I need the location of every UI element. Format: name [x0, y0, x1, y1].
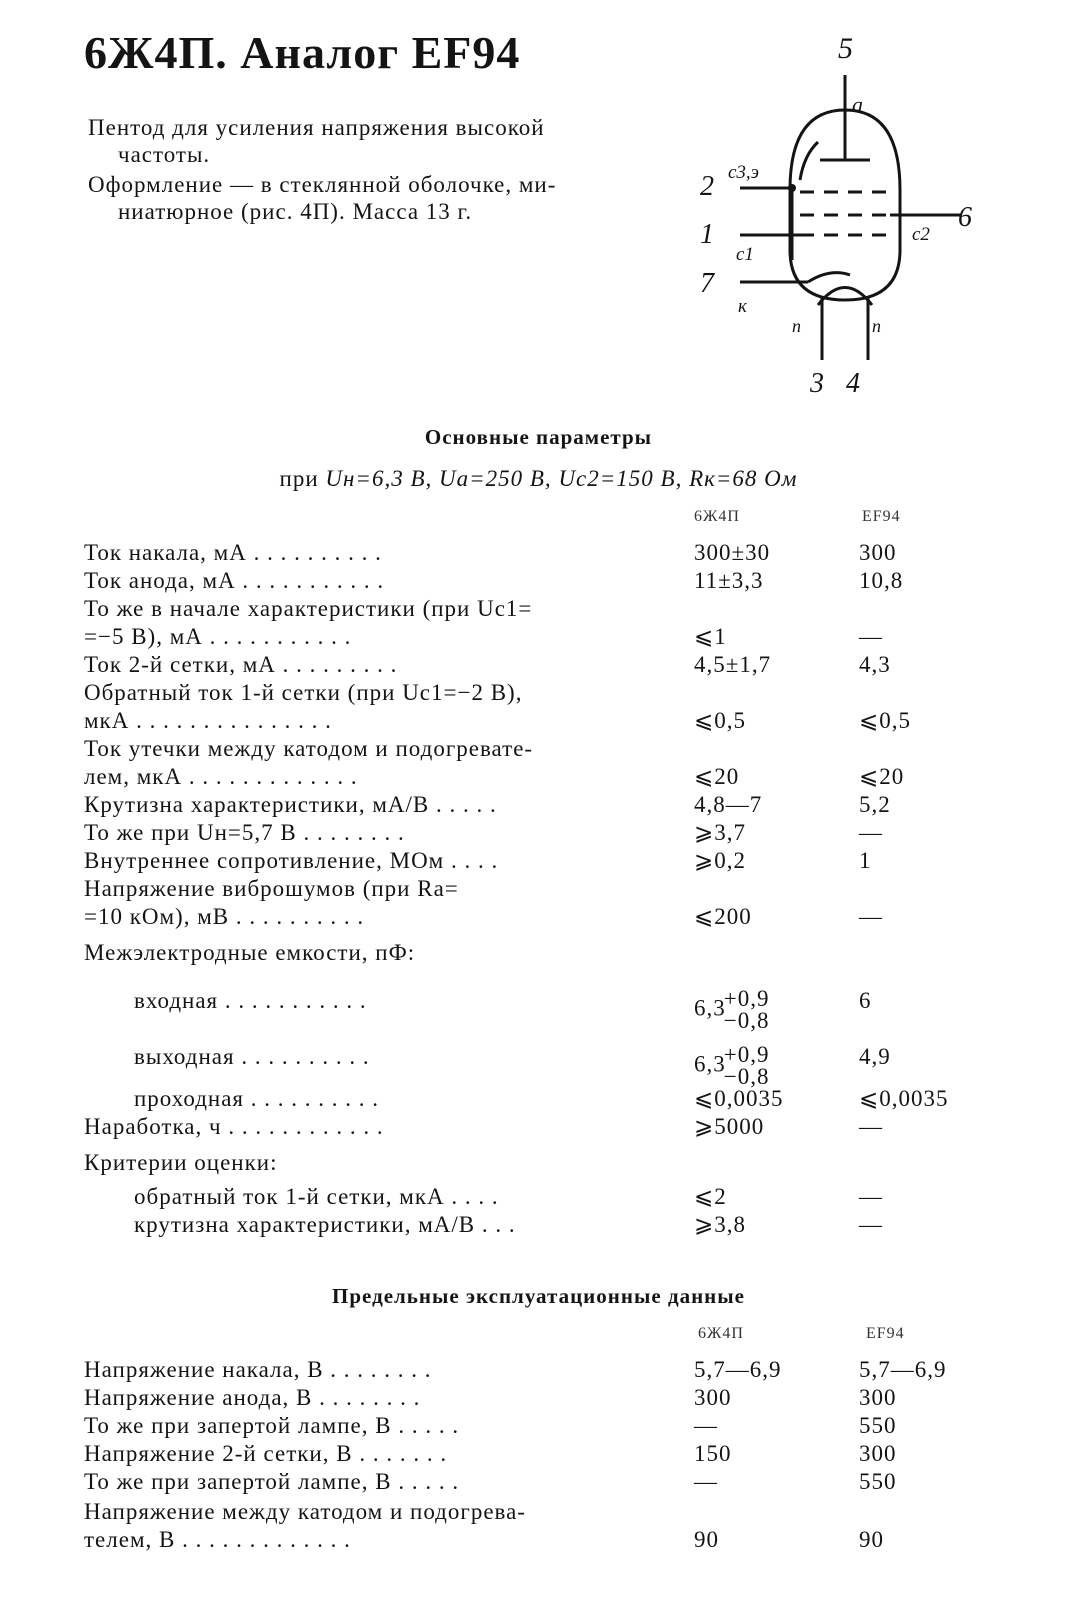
row-label: Ток накала, мА . . . . . . . . . .: [84, 540, 382, 565]
param-row: [84, 596, 1004, 624]
row-label: То же в начале характеристики (при Uс1=: [84, 596, 533, 621]
value-ef94: —: [859, 624, 883, 649]
value-ef94: ⩽20: [859, 764, 905, 789]
value-ef94: 90: [859, 1527, 884, 1552]
row-label: лем, мкА . . . . . . . . . . . . .: [84, 764, 358, 789]
limit-row: [84, 1469, 1004, 1497]
cathode: [808, 273, 850, 282]
value-6zh4p: ⩽0,5: [694, 708, 747, 733]
pin-3-label: 3: [810, 368, 824, 399]
row-label: проходная . . . . . . . . . .: [134, 1086, 379, 1111]
value-ef94: 5,2: [859, 792, 891, 817]
value-6zh4p: ⩾3,8: [694, 1212, 747, 1237]
heater-left-label: п: [792, 316, 801, 336]
capacitance-row: [84, 986, 1004, 1033]
criteria-row: [84, 1212, 1004, 1240]
value-6zh4p: 6,3 +0,9 −0,8: [694, 986, 770, 1033]
capacitance-row: [84, 1042, 1004, 1089]
pin-1-label: 1: [700, 219, 714, 250]
param-row: [84, 820, 1004, 848]
junction-dot: [788, 184, 796, 192]
value-ef94: 4,3: [859, 652, 891, 677]
value-ef94: 1: [859, 848, 872, 873]
value-6zh4p: 11±3,3: [694, 568, 764, 593]
row-label: Внутреннее сопротивление, МОм . . . .: [84, 848, 499, 873]
row-label: Крутизна характеристики, мА/В . . . . .: [84, 792, 497, 817]
value-6zh4p: ⩽200: [694, 904, 752, 929]
row-label: Напряжение накала, В . . . . . . . .: [84, 1357, 432, 1382]
param-row: [84, 1150, 1004, 1178]
row-label: Критерии оценки:: [84, 1150, 278, 1175]
main-params-conditions: при Uн=6,3 В, Uа=250 В, Uс2=150 В, Rк=68 Ом: [279, 466, 798, 491]
value-6zh4p: ⩽2: [694, 1184, 727, 1209]
param-row: [84, 736, 1004, 764]
value-ef94: 300: [859, 1385, 897, 1410]
value-6zh4p: 4,8—7: [694, 792, 763, 817]
row-label: То же при запертой лампе, В . . . . .: [84, 1413, 460, 1438]
heater-right-label: п: [872, 316, 881, 336]
row-label: выходная . . . . . . . . . .: [134, 1044, 370, 1069]
row-label: То же при запертой лампе, В . . . . .: [84, 1469, 460, 1494]
capacitance-row: [84, 1086, 1004, 1114]
row-label: =−5 В), мА . . . . . . . . . . .: [84, 624, 352, 649]
value-ef94: 10,8: [859, 568, 904, 593]
pentode-symbol-diagram: [700, 30, 1030, 410]
description-purpose: Пентод для усиления напряжения высокой частоты.: [88, 115, 545, 167]
value-6zh4p: —: [694, 1469, 718, 1494]
page-title: 6Ж4П. Аналог EF94: [84, 27, 521, 78]
row-label: Ток утечки между катодом и подогревате-: [84, 736, 534, 761]
main-col-ef94: EF94: [862, 508, 901, 525]
limit-row: [84, 1441, 1004, 1469]
row-label: Наработка, ч . . . . . . . . . . . .: [84, 1114, 384, 1139]
grid-1-label: с1: [736, 244, 754, 265]
row-label: Межэлектродные емкости, пФ:: [84, 940, 416, 965]
value-6zh4p: —: [694, 1413, 718, 1438]
row-label: крутизна характеристики, мА/В . . .: [134, 1212, 516, 1237]
value-6zh4p: 6,3 +0,9 −0,8: [694, 1042, 770, 1089]
pin-4-label: 4: [846, 368, 860, 399]
limits-title: Предельные эксплуатационные данные: [332, 1284, 745, 1308]
param-row: [84, 904, 1004, 932]
cond-rk: Rк=68 Ом: [689, 466, 798, 491]
value-ef94: 550: [859, 1469, 897, 1494]
pin-6-label: 6: [958, 202, 972, 233]
value-ef94: 300: [859, 540, 897, 565]
row-label: Обратный ток 1-й сетки (при Uс1=−2 В),: [84, 680, 523, 705]
row-label: Напряжение между катодом и подогрева-: [84, 1499, 526, 1524]
value-ef94: —: [859, 904, 883, 929]
limit-row: [84, 1357, 1004, 1385]
row-label: мкА . . . . . . . . . . . . . . .: [84, 708, 332, 733]
value-ef94: ⩽0,0035: [859, 1086, 949, 1111]
grid-3-label: с3,э: [728, 162, 760, 183]
pin-7-label: 7: [700, 268, 714, 299]
value-6zh4p: ⩾3,7: [694, 820, 747, 845]
limit-row: [84, 1385, 1004, 1413]
value-ef94: 5,7—6,9: [859, 1357, 947, 1382]
limits-col-6zh4p: 6Ж4П: [698, 1325, 744, 1342]
description: [88, 114, 678, 228]
value-6zh4p: 90: [694, 1527, 719, 1552]
param-row: [84, 764, 1004, 792]
grid-2-label: с2: [912, 224, 930, 245]
anode-label: а: [852, 92, 863, 117]
value-ef94: 550: [859, 1413, 897, 1438]
row-label: обратный ток 1-й сетки, мкА . . . .: [134, 1184, 499, 1209]
param-row: [84, 792, 1004, 820]
row-label: Напряжение виброшумов (при Rа=: [84, 876, 459, 901]
value-6zh4p: 5,7—6,9: [694, 1357, 782, 1382]
row-label: Ток 2-й сетки, мА . . . . . . . . .: [84, 652, 398, 677]
pin-5-label: 5: [838, 32, 853, 65]
value-6zh4p: 4,5±1,7: [694, 652, 772, 677]
value-ef94: 300: [859, 1441, 897, 1466]
value-6zh4p: ⩽20: [694, 764, 740, 789]
row-label: То же при Uн=5,7 В . . . . . . . .: [84, 820, 405, 845]
value-6zh4p: ⩾0,2: [694, 848, 747, 873]
param-row: [84, 624, 1004, 652]
value-6zh4p: ⩽1: [694, 624, 727, 649]
cond-uc2: Uс2=150 В,: [558, 466, 683, 491]
value-6zh4p: ⩾5000: [694, 1114, 765, 1139]
cathode-label: к: [738, 296, 747, 317]
value-ef94: —: [859, 820, 883, 845]
value-ef94: 4,9: [859, 1044, 891, 1069]
description-design: Оформление — в стеклянной оболочке, ми- ниатюрное (рис. 4П). Масса 13 г.: [88, 172, 557, 224]
param-row: [84, 1114, 1004, 1142]
pin-2-label: 2: [700, 171, 714, 202]
param-row: [84, 540, 1004, 568]
cond-ua: Uа=250 В,: [439, 466, 552, 491]
param-row: [84, 568, 1004, 596]
limit-row: [84, 1499, 1004, 1527]
row-label: Напряжение анода, В . . . . . . . .: [84, 1385, 421, 1410]
row-label: Напряжение 2-й сетки, В . . . . . . .: [84, 1441, 448, 1466]
value-ef94: —: [859, 1212, 883, 1237]
value-6zh4p: 150: [694, 1441, 732, 1466]
limit-row: [84, 1413, 1004, 1441]
heater: [818, 288, 872, 306]
value-ef94: —: [859, 1114, 883, 1139]
value-6zh4p: 300±30: [694, 540, 771, 565]
main-params-title: Основные параметры: [424, 425, 653, 449]
param-row: [84, 652, 1004, 680]
row-label: Ток анода, мА . . . . . . . . . . .: [84, 568, 385, 593]
param-row: [84, 940, 1004, 968]
row-label: телем, В . . . . . . . . . . . . .: [84, 1527, 351, 1552]
value-6zh4p: ⩽0,0035: [694, 1086, 784, 1111]
value-ef94: ⩽0,5: [859, 708, 912, 733]
value-6zh4p: 300: [694, 1385, 732, 1410]
cond-un: Uн=6,3 В,: [325, 466, 433, 491]
value-ef94: 6: [859, 988, 872, 1013]
param-row: [84, 876, 1004, 904]
row-label: =10 кОм), мВ . . . . . . . . . .: [84, 904, 365, 929]
limits-col-ef94: EF94: [866, 1325, 905, 1342]
main-col-6zh4p: 6Ж4П: [694, 508, 740, 525]
limit-row: [84, 1527, 1004, 1555]
shield-curve: [800, 142, 818, 180]
row-label: входная . . . . . . . . . . .: [134, 988, 367, 1013]
param-row: [84, 848, 1004, 876]
param-row: [84, 708, 1004, 736]
criteria-row: [84, 1184, 1004, 1212]
param-row: [84, 680, 1004, 708]
value-ef94: —: [859, 1184, 883, 1209]
